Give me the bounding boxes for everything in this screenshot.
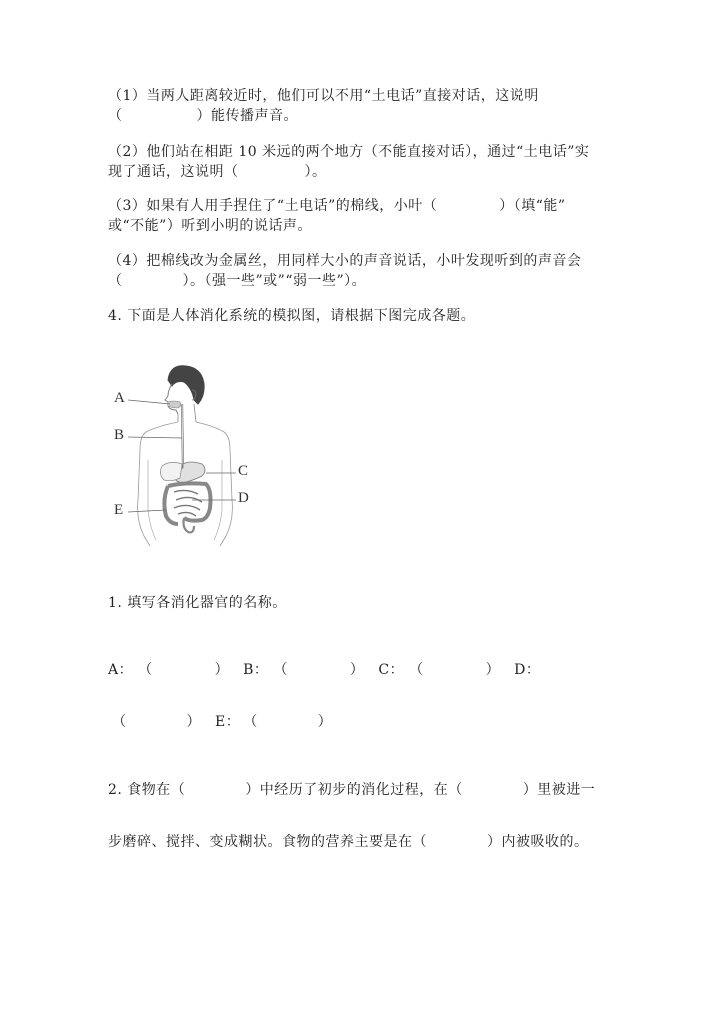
- label-e: E：: [215, 714, 241, 730]
- label-b: B：: [243, 662, 269, 678]
- diagram-label-d: D: [238, 490, 249, 506]
- c-open: （: [416, 662, 424, 678]
- d-close: ）: [186, 714, 201, 730]
- q1-blank-open: （: [108, 108, 123, 124]
- digestive-system-illustration: [110, 360, 260, 555]
- label-d: D：: [514, 662, 541, 678]
- sub2-line1-pre: 2. 食物在（: [108, 782, 186, 798]
- section4-title: 4. 下面是人体消化系统的模拟图，请根据下图完成各题。: [108, 308, 476, 324]
- q1-line2: [108, 106, 298, 126]
- q3-line1: [108, 196, 566, 216]
- q4-line2-text: ）。（强一些”或”“弱一些”）。: [182, 273, 367, 289]
- a-open: （: [145, 662, 153, 678]
- sub1-title: 1. 填写各消化器官的名称。: [108, 595, 287, 611]
- q1-line1: （1）当两人距离较近时，他们可以不用“土电话”直接对话，这说明: [108, 88, 539, 104]
- label-a: A：: [108, 662, 134, 678]
- sub2-line1: [108, 780, 595, 800]
- q2-line1: （2）他们站在相距 10 米远的两个地方（不能直接对话），通过“土电话”实: [108, 144, 590, 160]
- a-close: ）: [214, 662, 230, 678]
- q2-line2-pre: 现了通话，这说明（: [108, 164, 239, 180]
- q4-line2: [108, 271, 366, 291]
- sub2-line2: [108, 832, 589, 852]
- diagram-label-e: E: [114, 502, 124, 518]
- digestive-system-diagram: [110, 360, 260, 555]
- b-close: ）: [349, 662, 365, 678]
- q3-line1-post: ）（填“能”: [499, 198, 566, 214]
- e-open: （: [250, 714, 258, 730]
- sub2-line1-mid: ）中经历了初步的消化过程，在（: [245, 782, 463, 798]
- label-c: C：: [378, 662, 405, 678]
- diagram-label-a: A: [114, 390, 125, 406]
- sub1-row2: [108, 712, 332, 732]
- c-close: ）: [485, 662, 501, 678]
- diagram-label-c: C: [238, 463, 249, 479]
- q4-blank-open: （: [108, 273, 123, 289]
- q3-line1-pre: （3）如果有人用手捏住了“土电话”的棉线，小叶（: [108, 198, 438, 214]
- sub2-line2-pre: 步磨碎、搅拌、变成糊状。食物的营养主要是在（: [108, 834, 427, 850]
- sub1-row1: [108, 660, 540, 680]
- e-close: ）: [317, 714, 333, 730]
- q1-line2-text: ）能传播声音。: [196, 108, 298, 124]
- d-open: （: [112, 714, 127, 730]
- diagram-label-b: B: [114, 427, 125, 443]
- q3-line2: 或“不能”）听到小明的说话声。: [108, 218, 312, 234]
- b-open: （: [280, 662, 288, 678]
- q4-line1: （4）把棉线改为金属丝，用同样大小的声音说话，小叶发现听到的声音会: [108, 253, 582, 269]
- q2-line2-close: ）。: [304, 164, 327, 180]
- sub2-line2-post: ）内被吸收的。: [487, 834, 589, 850]
- sub2-line1-post: ）里被进一: [522, 782, 596, 798]
- q2-line2: [108, 162, 327, 182]
